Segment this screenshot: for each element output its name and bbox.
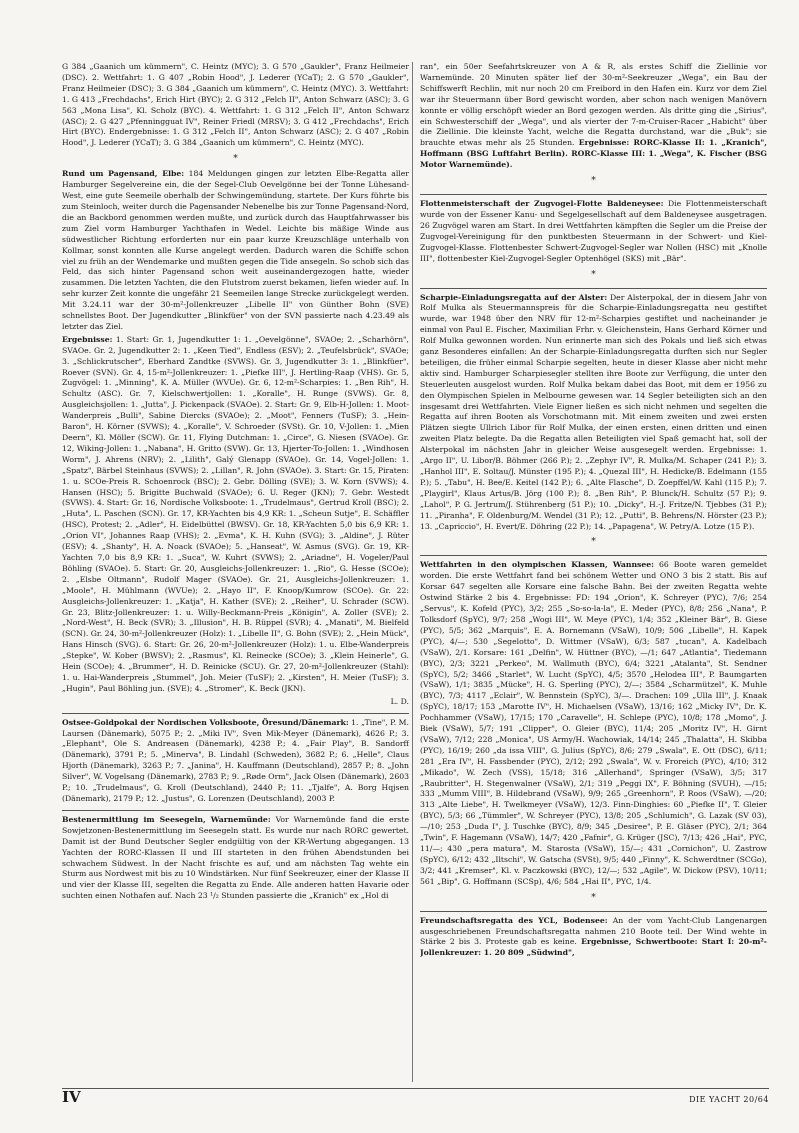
article-ostsee-goldpokal (62, 718, 409, 805)
article-title: Scharpie-Einladungsregatta auf der Alster: (420, 292, 608, 302)
section-divider (420, 194, 767, 195)
article-body: Der Alsterpokal, der in diesem Jahr von Rolf Mulka als Steuermannspreis für die Scharpie-Einladungsregatta neu gestiftet wurde, war 1948 über den NRV für 12-m²-Scharpies gestiftet und nacheinander je einmal von Paul E. Fischer, Maximilian Frhr. v. Gleichenstein, Hans Gerhard Körner und Rolf Mulka gewonnen worden. Nun erinnerte man sich des Pokals und ließ sich etwas ganz Besonderes einfallen: An der Scharpie-Einladungsregatta durften sich nur Segler beteiligen, die früher einmal Scharpie segelten, heute in dieser Klasse aber nicht mehr aktiv sind. Hamburger Scharpiesegler stellten ihre Boote zur Verfügung, die unter den Steuerleuten ausgelost wurden. Rolf Mulka bekam dabei das Boot, mit dem er 1956 zu den Olympischen Spielen in Melbourne gewesen war. 14 Segler beteiligten sich an den insgesamt drei Wettfahrten. Viele Eigner ließen es sich nicht nehmen und segelten die Regatta auf ihren Booten als Vorschotmann mit. Mit einem zweiten und zwei ersten Plätzen siegte Ullrich Libor für Rolf Mulka, der einen ersten, einen dritten und einen zweiten Platz belegte. Da die Regatta allen Beteiligten viel Spaß gemacht hat, soll der Alsterpokal im nächsten Jahr in gleicher Weise ausgesegelt werden. (420, 292, 767, 455)
article-warnemuende (62, 815, 409, 902)
article-title: Freundschaftsregatta des YCL, Bodensee: (420, 915, 608, 925)
intro-results: G 384 „Gaanich um kümmern", C. Heintz (MYC); 3. G 570 „Gaukler", Franz Heilmeier (DSC). 2. Wettfahrt: 1. G 407 „Robin Hood", J. Lederer (YCaT); 2. G 570 „Gaukler", Franz Heilmeier (DSC); 3. G 384 „Gaanich um kümmern", C. Heintz (MYC). 3. Wettfahrt: 1. G 413 „Frechdachs", Erich Hirt (BYC); 2. G 312 „Felch II", Anton Schwarz (ASC); 3. G 563 „Mona Lisa", Kl. Scholz (BYC). 4. Wettfahrt: 1. G 312 „Felch II", Anton Schwarz (ASC); 2. G 427 „Pfenningguat IV", Reiner Friedl (MRSV); 3. G 412 „Frechdachs", Erich Hirt (BYC). Endergebnisse: 1. G 312 „Felch II", Anton Schwarz (ASC); 2. G 407 „Robin Hood", J. Lederer (YCaT); 3. G 384 „Gaanich um kümmern", C. Heintz (MYC). (62, 62, 409, 148)
section-separator: * (591, 269, 596, 280)
results-label: Ergebnisse: (62, 334, 113, 344)
page-number: IV (62, 1088, 81, 1106)
article-alster (420, 293, 767, 533)
article-title: Wettfahrten in den olympischen Klassen, Wannsee: (420, 560, 654, 570)
section-divider (420, 911, 767, 912)
results-body: Ergebnisse, Schwertboote: Start I: 20-m²-Jollenkreuzer: 1. 20 809 „Südwind", (420, 937, 767, 958)
article-baldeneysee (420, 199, 767, 264)
article-body: 1. „Tine", P. M. Laursen (Dänemark), 5075 P.; 2. „Miki IV", Sven Mik-Meyer (Dänemark), 4626 P.; 3. „Elephant", Ole S. Andreasen (Dänemark), 4238 P.; 4. „Fair Play", B. Sandorff (Dänemark), 3791 P.; 5. „Minerva", B. Lindahl (Schweden), 3682 P.; 6. „Helle", Claus Hjorth (Dänemark), 3263 P.; 7. „Janina", H. Kauffmann (Deutschland), 2857 P.; 8. „John Silver", W. Vogelsang (Dänemark), 2783 P.; 9. „Røde Orm", Jack Olsen (Dänemark), 2603 P.; 10. „Trudelmaus", G. Kroll (Deutschland), 2440 P.; 11. „Tjalfe", A. Borg Hqjsen (Dänemark), 2179 P.; 12. „Justus", G. Lorenzen (Deutschland), 2003 P. (62, 717, 409, 803)
section-separator: * (591, 176, 596, 187)
results-body: 1. Start: Gr. 1, Jugendkutter 1: 1. „Oevelgönne", SVAOe; 2. „Scharhörn", SVAOe. Gr. 2, Jugendkutter 2: 1. „Keen Tied", Endless (ESV); 2. „Teufelsbrück", SVAOe; 3. „Schlickrutscher", Eberhard Zandtke (SVWS). Gr. 3, Jugendkutter 3: 1. „Blinkfüer", Roever (SVN). Gr. 4, 15-m²-Jollenkreuzer: 1. „Piefke III", J. Hertling-Raap (VHS). Gr. 5, Zugvögel: 1. „Minning", K. A. Müller (WVUe). Gr. 6, 12-m²-Scharpies: 1. „Ben Rih", H. Schultz (ASC). Gr. 7, Kielschwertjollen: 1. „Koralle", H. Runge (SVWS). Gr. 8, Ausgleichsjollen: 1. „Jutta", J. Pickenpack (SVAOe). 2. Start: Gr. 9, Elb-H-Jollen: 1. Moot-Wanderpreis „Bulli", Sabine Diercks (SVAOe); 2. „Moot", Fenners (TuSF); 3. „Hein-Baron", H. Körner (SVWS); 4. „Koralle", V. Schroeder (SVSt). Gr. 10, V-Jollen: 1. „Mien Deern", Kl. Möller (SCW). Gr. 11, Flying Dutchman: 1. „Circe", G. Niesen (SVAOe). Gr. 12, Wiking-Jollen: 1. „Nabana", H. Gritto (SVW). Gr. 13, Hjerter-To-Jollen: 1. „Windhosen Worm", J. Ahrens (NRV); 2. „Lilith", Galý Glenapp (SVAOe). Gr. 14, Vogel-Jollen: 1. „Spatz", Bärbel Steinhaus (SVWS); 2. „Lillan", R. John (SVAOe). 3. Start: Gr. 15, Piraten: 1. u. SCOe-Preis R. Schoenrock (BSC); 2. Gebr. Dölling (SVE); 3. W. Korn (SVWS); 4. Hansen (HSC); 5. Brigitte Buchwald (SVAOe); 6. U. Reger (JKN); 7. Gebr. Westedt (SVWS). 4. Start: Gr. 16, Nordische Volksboote: 1. „Trudelmaus", Gertrud Kroll (BSC); 2. „Huta", L. Paschen (SCN). Gr. 17, KR-Yachten bis 4,9 KR: 1. „Scheun Sutje", E. Schäffler (HSC), Protest; 2. „Adler", H. Eidelbüttel (BWSV). Gr. 18, KR-Yachten 5,0 bis 6,9 KR: 1. „Orion VI", Johannes Raap (VHS); 2. „Evma", K. H. Kuhn (SVG); 3. „Aldine", J. Rüter (ESV); 4. „Shanty", H. A. Noack (SVAOe); 5. „Hanseat", W. Asmus (SVG). Gr. 19, KR-Yachten 7,0 bis 8,9 KR: 1. „Suca", W. Kuhrt (SVWS); 2. „Ariadne", H. Vogeler/Paul Böhling (SVAOe). 5. Start: Gr. 20, Ausgleichs-Jollenkreuzer: 1. „Rio", G. Hesse (SCOe); 2. „Elsbe Oltmann", Rudolf Mager (SVAOe). Gr. 21, Ausgleichs-Jollenkreuzer: 1. „Moole", H. Mühlmann (WVUe); 2. „Hayo II", F. Knoop/Kumrow (SCOe). Gr. 22: Ausgleichs-Jollenkreuzer: 1. „Katja", H. Kather (SVE); 2. „Reiher", U. Schrader (SCW). Gr. 23, Blitz-Jollenkreuzer: 1. u. Willy-Beckmann-Preis „Königin", A. Zoller (SVE); 2. „Nord-West", H. Beck (SVR); 3. „Illusion", H. B. Rüppel (SVR); 4. „Manati", M. Bielfeld (SCN). Gr. 24, 30-m²-Jollenkreuzer (Holz): 1. „Libelle II", G. Bohn (SVE); 2. „Hein Mück", Hans Hinsch (SVG). 6. Start: Gr. 26, 20-m²-Jollenkreuzer (Holz): 1. u. Elbe-Wanderpreis „Stepke", W. Kober (BWSV); 2. „Rasmus", Kl. Reinecke (SCOe); 3. „Klein Heinerle", G. Hein (SCOe); 4. „Brummer", H. D. Reinicke (SCU). Gr. 27, 20-m²-Jollenkreuzer (Stahl): 1. u. Hai-Wanderpreis „Stummel", Joh. Meier (TuSF); 2. „Kirsten", H. Meier (TuSF); 3. „Hugin", Paul Böhling jun. (SVE); 4. „Stromer", K. Beck (JKN). (62, 334, 409, 693)
section-divider (62, 713, 409, 714)
journal-issue: DIE YACHT 20/64 (689, 1095, 769, 1104)
page-footer (62, 1088, 769, 1111)
article-title: Bestenermittlung im Seesegeln, Warnemünde: (62, 814, 271, 824)
article-body: 184 Meldungen gingen zur letzten Elbe-Regatta aller Hamburger Segelvereine ein, die der Segel-Club Oevelgönne bei der Tonne Lühesand-West, eine gute Seemeile oberhalb der Schwingemündung, startete. Der Kurs führte bis zum Steinloch, weiter durch die Pagensander Nebenelbe bis zur Tonne Pagensand-Nord, die an Backbord genommen werden mußte, und zurück durch das Hauptfahrwasser bis zum Ziel vorm Hamburger Yachthafen in Wedel. Leichte bis mäßige Winde aus südwestlicher Richtung erforderten nur ein paar kurze Kreuzschläge unterhalb von Kollmar, sonst konnten alle Kurse angelegt werden. Dadurch waren die Schiffe schon viel zu früh an der Wendemarke und mußten gegen die Tide ansegeln. So schob sich das Feld, das sich hinter Pagensand schon weit auseinandergezogen hatte, wieder zusammen. Die letzten Yachten, die den Flutstrom zuerst bekamen, liefen wieder auf. In sehr kurzer Zeit konnte die ungefähr 21 Seemeilen lange Strecke zurückgelegt werden. Mit 3.24.11 war der 30-m²-Jollenkreuzer „Libelle II" von Günther Bohn (SVE) schnellstes Boot. Der Jugendkutter „Blinkfüer" von der SVN passierte nach 4.23.49 als letzter das Ziel. (62, 169, 409, 331)
article-bodensee (420, 916, 767, 960)
article-title: Flottenmeisterschaft der Zugvogel-Flotte Baldeneysee: (420, 199, 664, 209)
article-title: Rund um Pagensand, Elbe: (62, 169, 185, 179)
author-initials: L. D. (390, 696, 409, 706)
section-separator: * (591, 892, 596, 903)
section-divider (420, 288, 767, 289)
article-body: Vor Warnemünde fand die erste Sowjetzonen-Bestenermittlung im Seesegeln statt. Es wurde nur nach RORC gewertet. Damit ist der Bund Deutscher Segler endgültig von der KR-Wertung abgegangen. 13 Yachten der RORC-Klassen II und III starteten in den frühen Abendstunden bei schwachem Südwest. In der Nacht frischte es auf, und am nächsten Tag wehte ein Sturm aus Nordwest mit bis zu 10 Windstärken. Nur fünf Seekreuzer, einer der Klasse II und vier der Klasse III, segelten die Regatta zu Ende. Alle anderen hatten Havarie oder suchten einen Nothafen auf. Nach 23 ¹/₂ Stunden passierte die „Kranich" ex „Hol di (62, 814, 409, 901)
section-divider (62, 810, 409, 811)
section-separator: * (233, 154, 238, 165)
article-wannsee (420, 560, 767, 887)
results-body: Ergebnisse: FD: 194 „Orion", K. Schreyer (PYC), 7/6; 254 „Servus", K. Kofeld (PYC), 3/2; 255 „So-so-la-la", E. Meder (PYC), 8/8; 256 „Nana", P. Tolksdorf (SpYC), 9/7; 258 „Wogi III", W. Meye (PYC), 1/4; 352 „Kleiner Bär", B. Giese (PYC), 5/5; 362 „Marquis", E. A. Bornemann (VSaW), 10/9; 506 „Libelle", H. Kapek (PYC), 4/—; 530 „Segelotto", D. Wittmer (VSaW), 6/3; 587 „tucan", A. Kadelbach (VSaW), 2/1. Korsare: 161 „Delfin", W. Hüttner (BYC), —/1; 647 „Atlantia", Tiedemann (BYC), 2/3; 3221 „Perkeo", M. Wallmuth (BYC), 6/4; 3221 „Atalanta", St. Sendner (SpYC), 5/2; 3466 „Starlet", W. Lucht (SpYC), 4/5; 3570 „Helodea III", P. Baumgarten (VSaW), 1/1; 3835 „Mücke", H. G. Sperling (PYC), 2/—; 3584 „Scharmützel", K. Muhle (BYC), 7/3; 4117 „Eclair", W. Bennstein (SpYC), 3/—. Drachen: 109 „Ulla III", J. Knaak (SpYC), 18/17; 153 „Marotte IV", H. Michaelsen (VSaW), 13/16; 162 „Micky IV", Dr. K. Pochhammer (VSaW), 17/15; 170 „Caravelle", H. Schlepe (PYC), 10/8; 178 „Momo", J. Biek (VSaW), 5/7; 191 „Clipper", O. Gleier (BYC), 11/4; 205 „Moritz IV", H. Girnt (VSaW), 7/12; 228 „Monica", US Army/H. Wachowiak, 14/14; 245 „Thalatta", H. Skibba (PYC), 16/19; 260 „da issa VIII", G. Julius (SpYC), 8/6; 279 „Swala", E. Ott (DSC), 6/11; 281 „Era IV", H. Fassbender (PYC), 2/12; 292 „Swala", W. v. Froreich (PYC), 4/10; 312 „Mikado", W. Zech (VSS), 15/18; 316 „Allerhand", Springer (VSaW), 3/5; 317 „Raubritter", H. Stegenwalner (VSaW), 2/1; 319 „Peggi IX", F. Böhning (SVUH), —/15; 333 „Mumm VIII", B. Hildebrand (VSaW), 9/9; 265 „Greenhorn", P. Roos (VSaW), —/20; 313 „Alte Liebe", H. Twelkmeyer (VSaW), 12/3. Finn-Dinghies: 60 „Piefke II", T. Gleier (BYC), 5/3; 66 „Tümmler", W. Schreyer (PYC), 13/8; 205 „Schlumich", G. Lazak (SV 03), —/10; 253 „Duda I", J. Tuschke (BYC), 8/9; 345 „Desiree", P. E. Gläser (PYC), 2/1; 364 „Twin", F. Hagemann (VSaW), 14/7; 420 „Fafnir", G. Krüger (JSC), 7/13; 426 „Hai", PYC, 11/—; 430 „pera matura", M. Starosta (VSaW), 15/—; 431 „Cornichon", U. Zastrow (SpYC), 6/12; 432 „Iltschi", W. Gatscha (SVSt), 9/5; 440 „Finny", K. Schwerdtner (SCGo), 3/2; 441 „Kremser", Kl. v. Paczkowski (BYC), 12/—; 532 „Agile", W. Dickow (PSV), 10/11; 561 „Bip", G. Hoffmann (SCSp), 4/6; 584 „Hai II", PYC, 1/4. (420, 593, 767, 886)
article-title: Ostsee-Goldpokal der Nordischen Volksboote, Öresund/Dänemark: (62, 717, 349, 727)
article-pagensand-results (62, 335, 409, 695)
article-body: 66 Boote waren gemeldet worden. Die erste Wettfahrt fand bei schönem Wetter und ONO 3 bis 2 statt. Bis auf Korsar 647 segelten alle Korsare eine falsche Bahn. Bei der zweiten Regatta wehte Ostwind Stärke 2 bis 4. (420, 560, 767, 603)
article-body: Die Flottenmeisterschaft wurde von der Essener Kanu- und Segelgesellschaft auf dem Baldeneysee ausgetragen. 26 Zugvögel waren am Start. In drei Wettfahrten kämpften die Segler um die Preise der Zugvogel-Vereinigung für den punktbesten Steuermann in der Schwert- und Kiel-Zugvogel-Klasse. Flottenbester Schwert-Zugvogel-Segler war Nollen (HSC) mit „Knolle III", flottenbester Kiel-Zugvogel-Segler Optenhögel (SKS) mit „Bär". (420, 199, 767, 263)
results-body: Ergebnisse: 1. „Argo II", U. Libor/B. Böhmer (266 P.); 2. „Zephyr IV", R. Mulka/M. Schaper (241 P.); 3. „Hanhol III", E. Soltau/J. Münster (195 P.); 4. „Quezal III", H. Hedicke/B. Edelmann (155 P.); 5. „Tabu", H. Bee/E. Keitel (142 P.); 6. „Alte Flasche", D. Zoepffel/W. Kahl (115 P.); 7. „Playgirl", Klaus Artus/B. Jörg (100 P.); 8. „Ben Rih", P. Blunck/H. Schultz (57 P.); 9. „Lahol", P. G. Jertrum/J. Stührenberg (51 P.); 10. „Dicky", H.-J. Fritze/N. Tjebbes (31 P.); 11. „Piranha", F. Oldenburg/M. Wendel (31 P.); 12. „Putti", B. Behrens/N. Hörster (23 P.); 13. „Capriccio", H. Evert/E. Döhring (22 P.); 14. „Papagena", W. Petry/A. Lotze (15 P.). (420, 445, 767, 531)
left-column (62, 62, 409, 1084)
right-column (420, 62, 767, 1084)
section-separator: * (591, 537, 596, 548)
article-warnemuende-continued (420, 62, 767, 171)
column-rule (412, 62, 413, 1082)
article-body: ran", ein 50er Seefahrtskreuzer von A & R, als erstes Schiff die Ziellinie vor Warnemünde. 20 Minuten später lief der 30-m²-Seekreuzer „Wega", ein Bau der Schiffswerft Rechlin, mit nur noch 20 cm Freibord in den Hafen ein. Kurz vor dem Ziel war ihr Steuermann über Bord gewischt worden, aber schon nach wenigen Manövern konnte er völlig erschöpft wieder an Bord gezogen werden. Als dritte ging die „Sirius", ein Schwesterschiff der „Wega", und als vierter der 7-m-Cruiser-Racer „Habicht" über die Ziellinie. Die kleinste Yacht, welche die Regatta durchstand, war die „Buk"; sie brauchte etwas mehr als 25 Stunden. (420, 62, 767, 148)
article-body: An der vom Yacht-Club Langenargen ausgeschriebenen Freundschaftsregatta nahmen 210 Boote teil. Der Wind wehte in Stärke 2 bis 3. Proteste gab es keine. (420, 915, 767, 947)
article-pagensand (62, 169, 409, 333)
results-body: Ergebnisse: RORC-Klasse II: 1. „Kranich", Hoffmann (BSG Luftfahrt Berlin). RORC-Klasse III: 1. „Wega", K. Fischer (BSG Motor Warnemünde). (420, 138, 767, 170)
section-divider (420, 555, 767, 556)
